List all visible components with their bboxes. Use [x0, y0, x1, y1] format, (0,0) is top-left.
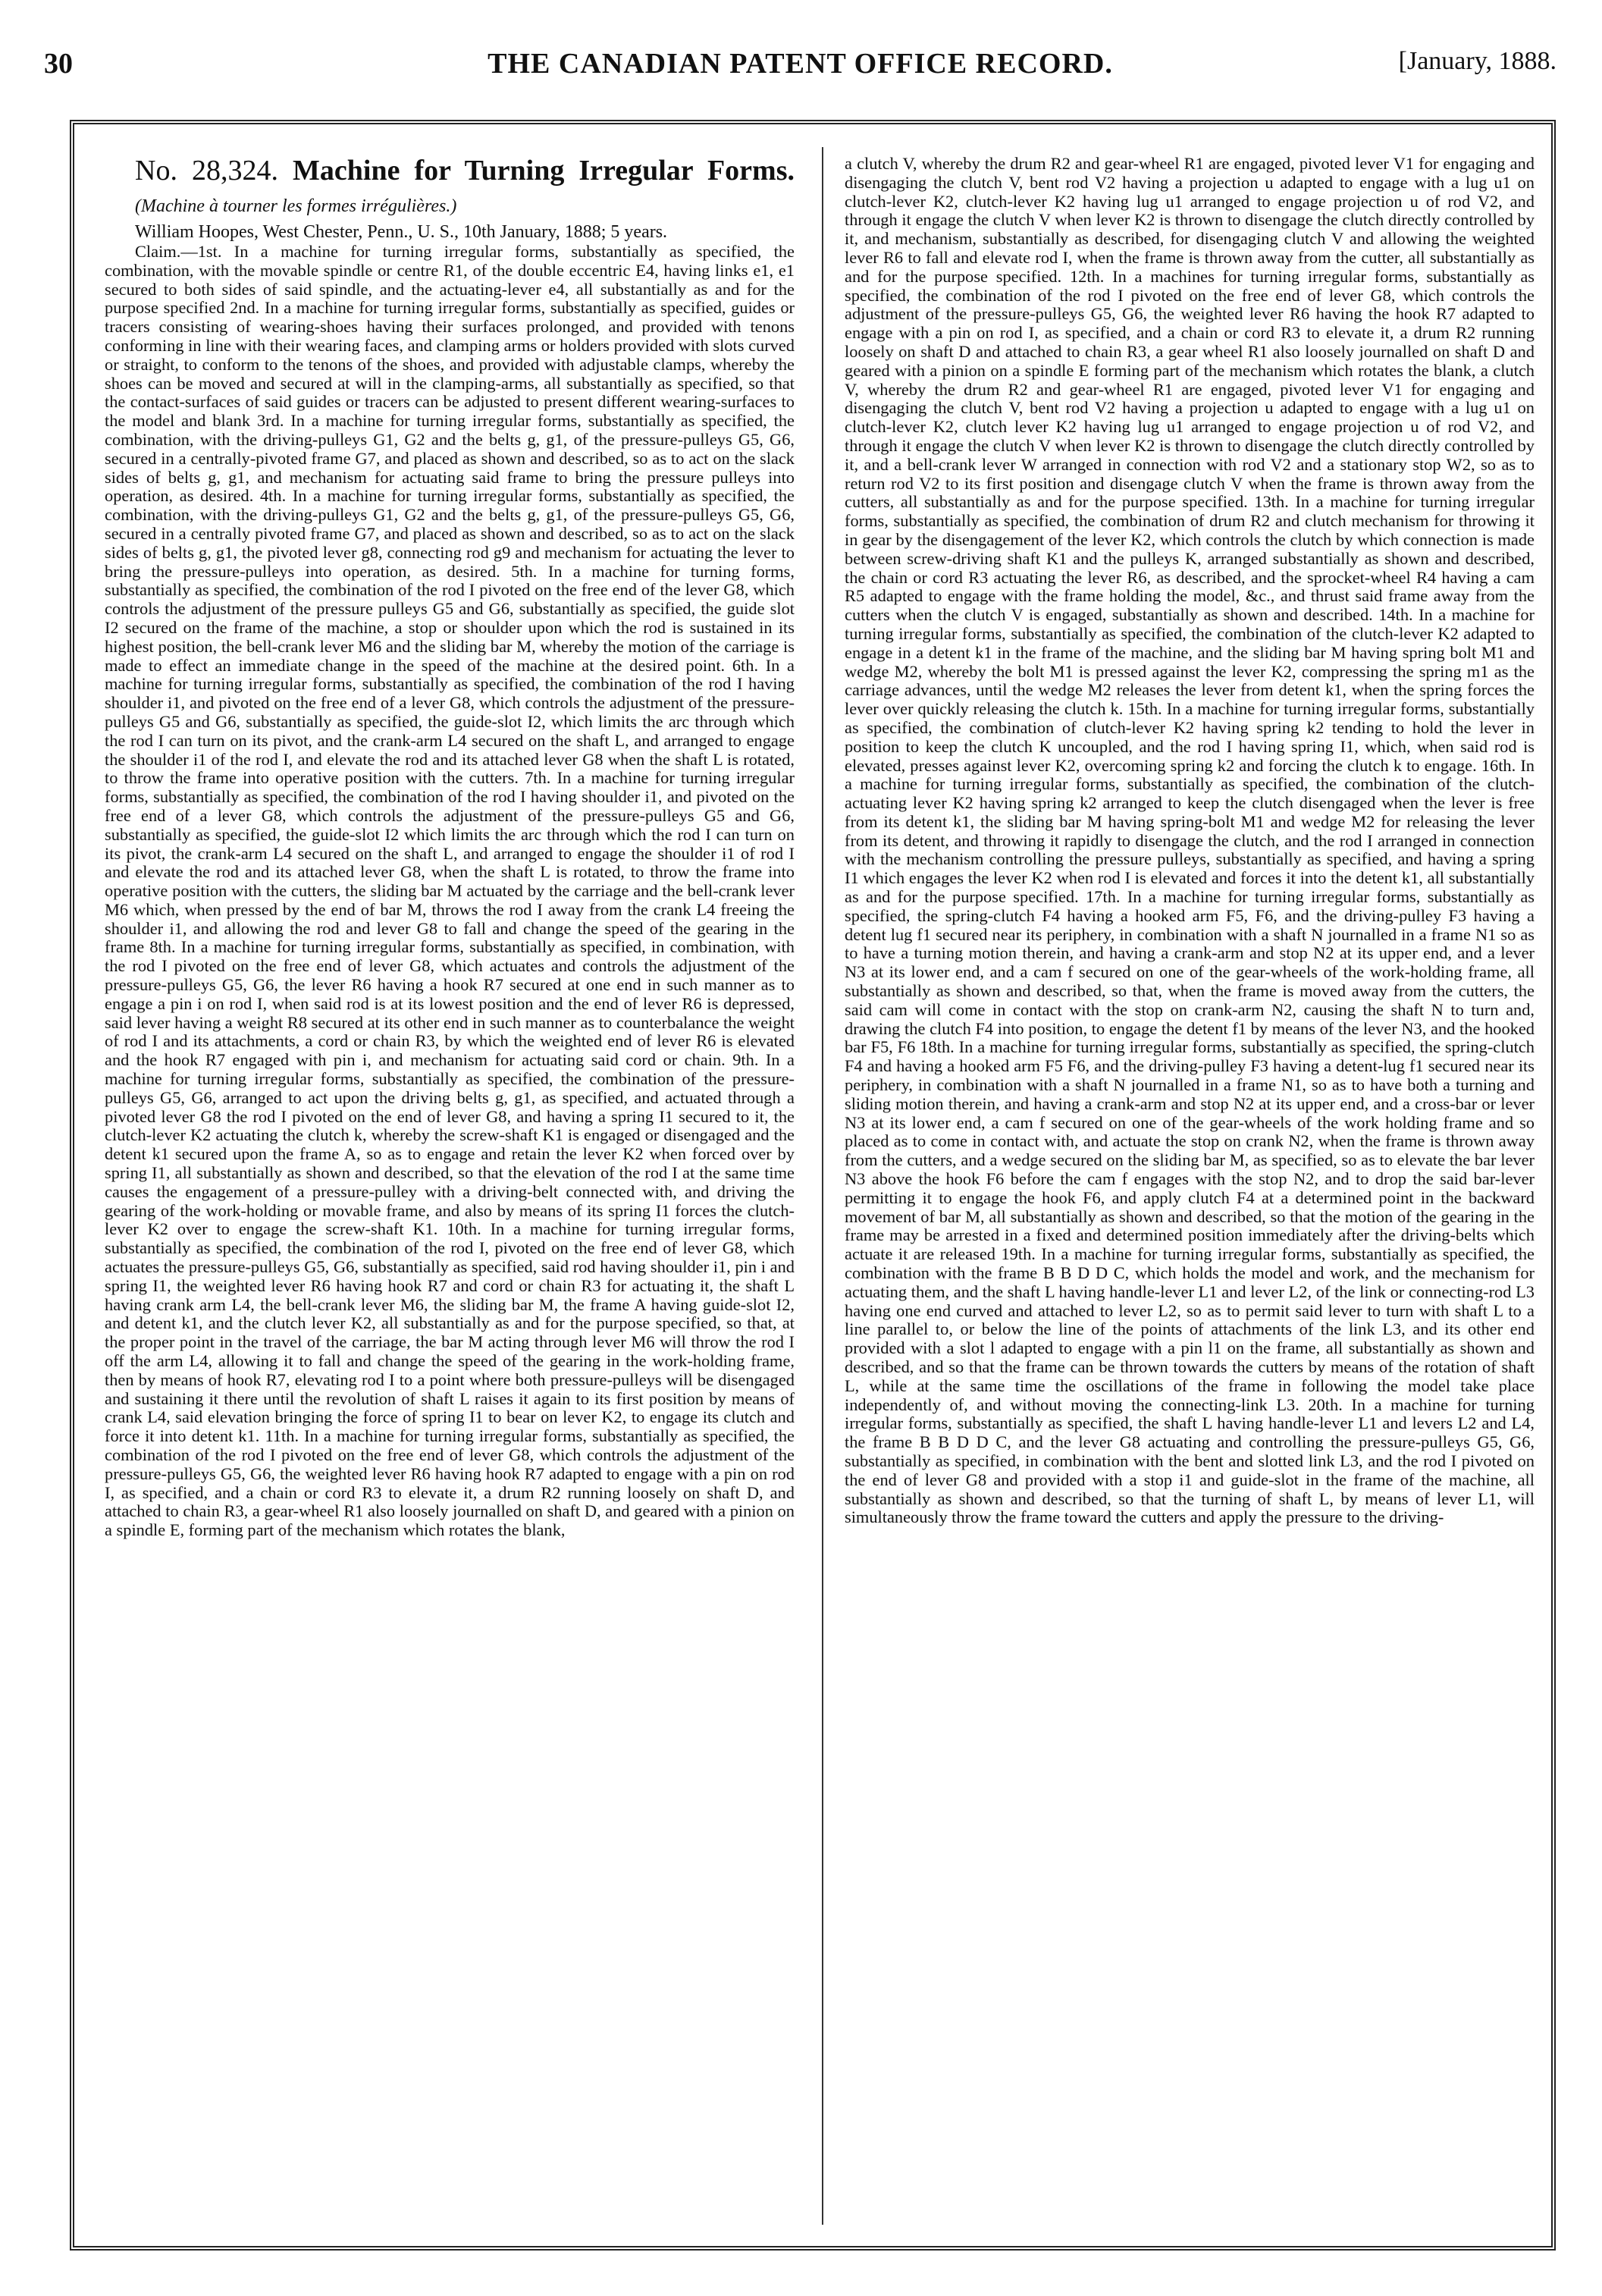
right-column	[845, 155, 1535, 2225]
page-header	[44, 47, 1557, 80]
left-column	[105, 155, 795, 2225]
patent-french-title: (Machine à tourner les formes irrégulières.)	[135, 196, 457, 216]
page-frame	[70, 120, 1556, 2251]
patent-heading	[105, 155, 795, 222]
publication-title: THE CANADIAN PATENT OFFICE RECORD.	[487, 48, 1113, 80]
patent-title: Machine for Turning Irregular Forms.	[293, 155, 795, 187]
issue-date: [January, 1888.	[1398, 47, 1557, 75]
claims-text-left: Claim.—1st. In a machine for turning irregular forms, substantially as specified, the combination, with the movable spindle or centre R1, of the double eccentric E4, having links e1, e1 secured to both sides of said spindle, and the actuating-lever e4, all substantially as and for the purpose specified 2nd. In a machine for turning irregular forms, substantially as specified, guides or tracers consisting of wearing-shoes having their surfaces prolonged, and provided with tenons conforming in line with their wearing faces, and clamping arms or holders provided with slots curved or straight, to conform to the tenons of the shoes, and provided with adjustable clamps, whereby the shoes can be moved and secured at will in the clamping-arms, all substantially as specified, so that the contact-surfaces of said guides or tracers can be adjusted to present different wearing-surfaces to the model and blank 3rd. In a machine for turning irregular forms, substantially as specified, the combination, with the driving-pulleys G1, G2 and the belts g, g1, of the pressure-pulleys G5, G6, secured in a centrally-pivoted frame G7, and placed as shown and described, so as to act on the slack sides of belts g, g1, and mechanism for actuating said frame to bring the pressure pulleys into operation, as desired. 4th. In a machine for turning irregular forms, substantially as specified, the combination, with the driving-pulleys G1, G2 and the belts g, g1, of the pressure-pulleys G5, G6, secured in a centrally pivoted frame G7, and placed as shown and described, so as to act on the slack sides of belts g, g1, the pivoted lever g8, connecting rod g9 and mechanism for actuating the lever to bring the pressure-pulleys into operation, as desired. 5th. In a machine for turning forms, substantially as specified, the combination of the rod I pivoted on the free end of the lever G8, which controls the adjustment of the pressure pulleys G5 and G6, substantially as specified, the guide slot I2 secured on the frame of the machine, a stop or shoulder upon which the rod is sustained in its highest position, the bell-crank lever M6 and the sliding bar M, whereby the motion of the carriage is made to effect an immediate change in the speed of the machine at the desired point. 6th. In a machine for turning irregular forms, substantially as specified, the combination of the rod I having shoulder i1, and pivoted on the free end of a lever G8, which controls the adjustment of the pressure-pulleys G5 and G6, substantially as specified, the guide-slot I2, which limits the arc through which the rod I can turn on its pivot, and the crank-arm L4 secured on the shaft L, and arranged to engage the shoulder i1 of the rod I, and elevate the rod and its attached lever G8 when the shaft L is rotated, to throw the frame into operative position with the cutters. 7th. In a machine for turning irregular forms, substantially as specified, the combination of the rod I having shoulder i1, and pivoted on the free end of a lever G8, which controls the adjustment of the pressure-pulleys G5 and G6, substantially as specified, the guide-slot I2 which limits the arc through which the rod I can turn on its pivot, the crank-arm L4 secured on the shaft L, and arranged to engage the shoulder i1 of rod I and elevate the rod and its attached lever G8, when the shaft L is rotated, to throw the frame into operative position with the cutters, the sliding bar M actuated by the carriage and the bell-crank lever M6 which, when pressed by the end of bar M, throws the rod I away from the crank L4 freeing the shoulder i1, and allowing the rod and lever G8 to fall and change the speed of the gearing in the frame 8th. In a machine for turning irregular forms, substantially as specified, in combination, with the rod I pivoted on the free end of lever G8, which actuates and controls the adjustment of the pressure-pulleys G5, G6, the lever R6 having a hook R7 secured at one end in such manner as to engage a pin i on rod I, when said rod is at its lowest position and the end of lever R6 is depressed, said lever having a weight R8 secured at its other end in such manner as to counterbalance the weight of rod I and its attachments, a cord or chain R3, by which the weighted end of lever R6 is elevated and the hook R7 engaged with pin i, and mechanism for actuating said cord or chain. 9th. In a machine for turning irregular forms, substantially as specified, the combination of the pressure-pulleys G5, G6, arranged to act upon the driving belts g, g1, as specified, and actuated through a pivoted lever G8 the rod I pivoted on the end of lever G8, and having a spring I1 secured to it, the clutch-lever K2 actuating the clutch k, whereby the screw-shaft K1 is engaged or disengaged and the detent k1 secured upon the frame A, so as to engage and retain the lever K2 when forced over by spring I1, all substantially as shown and described, so that the elevation of the rod I at the same time causes the engagement of a pressure-pulley with a driving-belt connected with, and driving the gearing of the work-holding or movable frame, and also by means of its spring I1 forces the clutch-lever K2 over to engage the screw-shaft K1. 10th. In a machine for turning irregular forms, substantially as specified, the combination of the rod I, pivoted on the free end of lever G8, which actuates the pressure-pulleys G5, G6, substantially as specified, said rod having shoulder i1, pin i and spring I1, the weighted lever R6 having hook R7 and cord or chain R3 for actuating it, the shaft L having crank arm L4, the bell-crank lever M6, the sliding bar M, the frame A having guide-slot I2, and detent k1, and the clutch lever K2, all substantially as and for the purpose specified, so that, at the proper point in the travel of the carriage, the bar M acting through lever M6 will throw the rod I off the arm L4, allowing it to fall and change the speed of the gearing in the work-holding frame, then by means of hook R7, elevating rod I to a point where both pressure-pulleys will be disengaged and sustaining it there until the revolution of shaft L raises it again to its first position by means of crank L4, said elevation bringing the force of spring I1 to bear on lever K2, to engage its clutch and force it into detent k1. 11th. In a machine for turning irregular forms, substantially as specified, the combination of the rod I pivoted on the free end of lever G8, which controls the adjustment of the pressure-pulleys G5, G6, the weighted lever R6 having hook R7 adapted to engage with a pin on rod I, as specified, and a chain or cord R3 to elevate it, a drum R2 running loosely on shaft D, and attached to chain R3, a gear-wheel R1 also loosely journalled on shaft D, and geared with a pinion on a spindle E, forming part of the mechanism which rotates the blank,	[105, 242, 795, 1540]
claims-text-right: a clutch V, whereby the drum R2 and gear-wheel R1 are engaged, pivoted lever V1 for engaging and disengaging the clutch V, bent rod V2 having a projection u adapted to engage with a lug u1 on clutch-lever K2, clutch-lever K2 having lug u1 arranged to engage projection u of rod V2, and through it engage the clutch V when lever K2 is thrown to disengage the clutch directly controlled by it, and mechanism, substantially as described, for disengaging clutch V and allowing the weighted lever R6 to fall and elevate rod I, when the frame is thrown away from the cutter, all substantially as and for the purpose specified. 12th. In a machines for turning irregular forms, substantially as specified, the combination of the rod I pivoted on the free end of lever G8, which controls the adjustment of the pressure-pulleys G5, G6, the weighted lever R6 having the hook R7 adapted to engage with a pin on rod I, as specified, and a chain or cord R3 to elevate it, a drum R2 running loosely on shaft D and attached to chain R3, a gear wheel R1 also loosely journalled on shaft D and geared with a pinion on a spindle E forming part of the mechanism which rotates the blank, a clutch V, whereby the drum R2 and gear-wheel R1 are engaged, pivoted lever V1 for engaging and disengaging the clutch V, bent rod V2 having a projection u adapted to engage with a lug u1 on clutch-lever K2, clutch lever K2 having lug u1 arranged to engage projection u of rod V2, and through it engage the clutch V when lever K2 is thrown to disengage the clutch directly controlled by it, and a bell-crank lever W arranged in connection with rod V2 and a stationary stop W2, so as to return rod V2 to its first position and disengage clutch V when the frame is thrown away from the cutters, all substantially as and for the purpose specified. 13th. In a machine for turning irregular forms, substantially as specified, the combination of drum R2 and clutch mechanism for throwing it in gear by the disengagement of the lever K2, which controls the clutch by which connection is made between screw-driving shaft K1 and the pulleys K, arranged substantially as shown and described, the chain or cord R3 actuating the lever R6, as described, and the sprocket-wheel R4 having a cam R5 adapted to engage with the frame holding the model, &c., and thrust said frame away from the cutters when the clutch V is engaged, substantially as shown and described. 14th. In a machine for turning irregular forms, substantially as specified, the combination of the clutch-lever K2 adapted to engage in a detent k1 in the frame of the machine, and the sliding bar M having spring bolt M1 and wedge M2, whereby the bolt M1 is pressed against the lever K2, compressing the spring m1 as the carriage advances, until the wedge M2 releases the lever from detent k1, when the spring forces the lever over quickly releasing the clutch k. 15th. In a machine for turning irregular forms, substantially as specified, the combination of clutch-lever K2 having spring k2 tending to hold the lever in position to keep the clutch K uncoupled, and the rod I having spring I1, which, when said rod is elevated, presses against lever K2, overcoming spring k2 and forcing the clutch k to engage. 16th. In a machine for turning irregular forms, substantially as specified, the combination of the clutch-actuating lever K2 having spring k2 arranged to keep the clutch disengaged when the lever is free from its detent k1, the sliding bar M having spring-bolt M1 and wedge M2 for releasing the lever from its detent, and throwing it rapidly to disengage the clutch, and the rod I arranged in connection with the mechanism controlling the pressure pulleys, substantially as specified, and having a spring I1 which engages the lever K2 when rod I is elevated and forces it into the detent k1, all substantially as and for the purpose specified. 17th. In a machine for turning irregular forms, substantially as specified, the spring-clutch F4 having a hooked arm F5, F6, and the driving-pulley F3 having a detent lug f1 secured near its periphery, in combination with a shaft N journalled in a frame N1 so as to have a turning motion therein, and having a crank-arm and stop N2 at its upper end, and a lever N3 at its lower end, and a cam f secured on one of the gear-wheels of the work-holding frame, all substantially as shown and described, so that, when the frame is moved away from the cutters, the said cam will come in contact with the stop on crank-arm N2, causing the shaft N to turn and, drawing the clutch F4 into position, to engage the detent f1 by means of the lever N3, and the hooked bar F5, F6 18th. In a machine for turning irregular forms, substantially as specified, the spring-clutch F4 and having a hooked arm F5 F6, and the driving-pulley F3 having a detent-lug f1 secured near its periphery, in combination with a shaft N journalled in a frame N1, so as to have both a turning and sliding motion therein, and having a crank-arm and stop N2 at its upper end, and a cross-bar or lever N3 at its lower end, a cam f secured on one of the gear-wheels of the work holding frame and so placed as to come in contact with, and actuate the stop on crank N2, when the frame is thrown away from the cutters, and a wedge secured on the sliding bar M, as specified, so as to elevate the bar lever N3 above the hook F6 before the cam f engages with the stop N2, and to drop the said bar-lever permitting it to engage the hook F6, and apply clutch F4 at a determined point in the backward movement of bar M, all substantially as shown and described, so that the motion of the gearing in the frame may be arrested in a fixed and determined position immediately after the driving-belts which actuate it are released 19th. In a machine for turning irregular forms, substantially as specified, the combination with the frame B B D D C, which holds the model and work, and the mechanism for actuating them, and the shaft L having handle-lever L1 and lever L2, of the link or connecting-rod L3 having one end curved and attached to lever L2, so as to permit said lever to turn with shaft L to a line parallel to, or below the line of the points of attachments of the link L3, and its other end provided with a slot l adapted to engage with a pin l1 on the frame, all substantially as shown and described, and so that the frame can be thrown towards the cutters by means of the rotation of shaft L, while at the same time the oscillations of the frame in following the model take place independently of, and without moving the connecting-link L3. 20th. In a machine for turning irregular forms, substantially as specified, the shaft L having handle-lever L1 and levers L2 and L4, the frame B B D D C, and the lever G8 actuating and controlling the pressure-pulleys G5, G6, substantially as specified, in combination with the bent and slotted link L3, and the rod I pivoted on the end of lever G8 and provided with a stop i1 and guide-slot in the frame of the machine, all substantially as shown and described, so that the turning of shaft L, by means of lever L1, will simultaneously throw the frame toward the cutters and apply the pressure to the driving-	[845, 155, 1535, 1527]
column-divider	[822, 147, 823, 2225]
patent-number: No. 28,324.	[135, 155, 278, 187]
inventor-line: William Hoopes, West Chester, Penn., U. S., 10th January, 1888; 5 years.	[135, 222, 668, 242]
page-number: 30	[44, 48, 73, 80]
